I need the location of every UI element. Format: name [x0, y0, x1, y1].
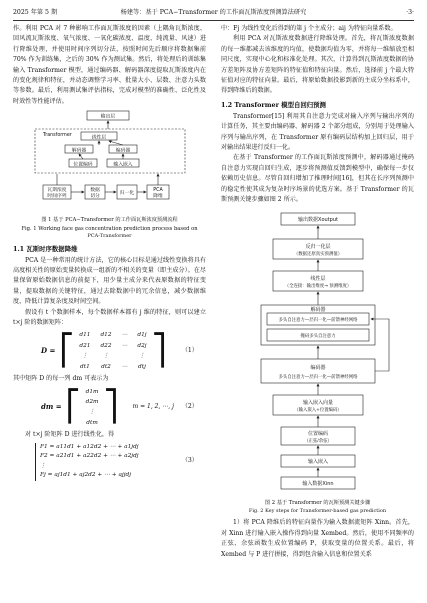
- matrix-row: [74, 362, 151, 372]
- matrix-cell: d12: [100, 332, 112, 339]
- system-line: F1 = a11d1 + a12d2 + ⋯ + a1jdj: [40, 443, 139, 450]
- matrix-cell: d22: [100, 342, 112, 349]
- equation-1: [13, 330, 206, 372]
- matrix-cell: d2j: [137, 342, 147, 349]
- step-denorm-sub: （数据还原真实预测值）: [293, 251, 343, 257]
- step-encoder: 编码器: [310, 364, 326, 371]
- matrix-cell: ⋮: [103, 353, 109, 360]
- matrix-row: [74, 341, 151, 351]
- step-denorm: 反归一化层: [305, 243, 331, 250]
- system-line: ⋮: [40, 462, 46, 469]
- paragraph: 1）将 PCA 降维后的特征向量作为输入数据流矩阵 Xinn。首先，对 Xinn 进行输入嵌入操作得到向量 Xembed。然后，使用不同频率的正弦、余弦函数生成位置编码 P，获取变量的位置关系。最后，将 Xembed 与 P 进行拼接，得到包含输入信息和位置关系: [221, 519, 414, 558]
- vector-row: [81, 407, 104, 417]
- node-transformer: Transformer: [43, 133, 72, 139]
- step-pos-code: 位置编码: [307, 430, 329, 437]
- paragraph: Transformer[15] 利用其自注意力完成对输入序列与输出序列的计算任务，其主要由编码器、解码器 2 个部分组成，分别用于处理输入序列与输出序列，在 Transformer 原有编码层结构加上回归层，用于对输出结果进行反归一化。: [221, 112, 414, 152]
- vector-cell: d1m: [85, 388, 99, 395]
- paragraph: 作。利用 PCA 对 7 种影响工作面瓦斯浓度的因素（上隅角瓦斯浓度、回风流瓦斯浓度、氧气浓度、一氧化碳浓度、温度、纯流量、风速）进行降维处理，并使用时间序列切分法，按照时间先后顺序将数据集前 70% 作为训练集，之后的 30% 作为测试集。然后，将处理后的训练集输入 Transformer 模型，通过编码器、解码器深度提取瓦斯浓度内在的变化规律和特征，并动态调整学习率、批量大小、层数、注意力头数等参数。最后，利用测试集评估指标，完成对模型的准确性、泛化性及时效性等性能评估。: [13, 25, 206, 105]
- vector-row: [81, 418, 104, 428]
- running-title: 杨建等：基于 PCA−Transformer 的工作面瓦斯浓度预测算法研究: [120, 9, 307, 16]
- node-pca-1: PCA: [153, 188, 163, 194]
- vector-row: [81, 397, 104, 407]
- step-output: 输出数据Xoutput: [298, 216, 338, 223]
- page-header: [13, 6, 414, 21]
- paragraph: 对 t×j 阶矩阵 D 进行线性化，得: [25, 431, 115, 439]
- figure-2-caption: 图 2 基于 Transformer 的瓦斯预测关键步骤: [264, 499, 371, 506]
- paragraph: 其中矩阵 D 的每一列 dm 可表示为: [13, 375, 109, 383]
- equation-number: （1）: [181, 347, 198, 355]
- figure-1-caption-en: Fig. 1 Working face gas concentration prediction process based on: [21, 225, 198, 232]
- linear-system: [35, 443, 139, 481]
- steps-diagram: [221, 209, 414, 499]
- flow-diagram: [13, 109, 206, 215]
- node-decoder: 解码器: [71, 148, 87, 154]
- paragraph: 假设有 t 个数据样本，每个数据样本都有 j 维的特征，则可以建立 t×j 阶的数据矩阵：: [13, 308, 206, 327]
- step-linear: 线性层: [310, 275, 326, 282]
- matrix-d: ⎡ d11 d12 ⋯ d1j d21 d22 ⋯ d2j ⋮ ⋮ ⋮ dt1 dt2 ⋯ dtj ⎤: [59, 330, 166, 372]
- node-position-encoding: 位置编码: [73, 162, 93, 168]
- vector-cell: ⋮: [89, 409, 95, 416]
- section-heading: 1.1 瓦斯时序数据降维: [13, 244, 78, 253]
- vector-row: [81, 387, 104, 397]
- node-split-1: 数据: [90, 188, 100, 194]
- system-line: Fj = aj1d1 + aj2d2 + ⋯ + ajjdj: [40, 472, 132, 479]
- left-column: [13, 24, 206, 483]
- paragraph: 利用 PCA 对瓦斯浓度数据进行降维处理。首先，将瓦斯浓度数据的每一维都减去该维度的均值，使数据均值为零，并将每一维缩放至相同尺度，实现中心化和标准化处理。其次，计算得到瓦斯浓度数据的协方差矩阵及协方差矩阵的特征值和特征向量。然后，选择前 j 个最大特征值对应的特征向量。最后，将原始数据投影到新的主成分坐标系中，得到降维后的数据。: [221, 35, 414, 95]
- node-encoder: 编码器: [115, 148, 131, 154]
- matrix-cell: d11: [79, 332, 91, 339]
- matrix-row: [74, 330, 151, 340]
- matrix-cell: dtj: [138, 363, 146, 370]
- node-pca-2: 降维: [153, 194, 163, 200]
- system-line: F2 = a21d1 + a22d2 + ⋯ + a2jdj: [40, 453, 139, 460]
- equation-2: [13, 387, 206, 429]
- index-range: m = 1, 2, ⋯, j: [132, 403, 174, 411]
- matrix-cell: ⋮: [139, 353, 145, 360]
- paragraph: PCA 是一种常用的统计方法，它的核心目标是通过线性变换将具有高度相关性的原始变量转换成一组新的不相关的变量（即主成分）。在尽量保留原始数据信息的前提下，用少量主成分来代表原数据的特征变量，提取数据的关键特征，通过去除数据中的冗余信息，减少数据维度，降低计算复杂度及时间空间。: [13, 256, 206, 306]
- figure-1: [13, 109, 206, 215]
- step-decoder-sub1: 多头自注意力—层归一化—前馈神经网络: [278, 317, 358, 323]
- matrix-cell: [117, 351, 133, 361]
- page-number: ·3·: [406, 9, 414, 16]
- step-encoder-sub: 多头自注意力—层归一化—前馈神经网络: [278, 374, 358, 380]
- section-heading: 1.2 Transformer 模型自回归预测: [221, 100, 326, 109]
- matrix-row: [74, 351, 151, 361]
- matrix-cell: dt2: [101, 363, 111, 370]
- matrix-cell: ⋯: [121, 342, 128, 349]
- node-linear: 线性层: [91, 135, 107, 141]
- matrix-table: [74, 330, 151, 372]
- figure-2-caption-en: Fig. 2 Key steps for Transformer-based gas prediction: [248, 508, 387, 515]
- matrix-cell: d21: [79, 342, 91, 349]
- equation-label: dm =: [41, 402, 62, 412]
- equation-3: [13, 443, 206, 481]
- figure-2: [221, 209, 414, 499]
- node-normalize: 归一化: [119, 191, 135, 197]
- equation-number: （3）: [181, 457, 198, 465]
- vector-dm: ⎡ d1m d2m ⋮ dtm ⎤: [66, 387, 119, 429]
- matrix-cell: d1j: [137, 332, 147, 339]
- vector-cell: dtm: [86, 419, 98, 426]
- paragraph: 在基于 Transformer 的工作面瓦斯浓度预测中，解码器通过掩码自注意力实现自回归生成，逐步将预测值反馈到模型中，确保每一步仅依赖历史信息。尽管自回归增加了推理时间[16]，但其在长序列预测中的稳定性使其成为复杂时序场景的优选方案。基于 Transformer 的瓦斯预测关键步骤如图 2 所示。: [221, 154, 414, 204]
- equation-label: D =: [41, 346, 56, 356]
- node-input-embedding: 输入嵌入: [113, 162, 133, 168]
- step-linear-sub: （全连接：输出维度→ 预测维度）: [284, 283, 352, 289]
- figure-1-caption: 图 1 基于 PCA−Transformer 的工作面瓦斯浓度预测流程: [41, 217, 178, 224]
- figure-1-caption-en-2: PCA-Transformer: [87, 233, 132, 240]
- step-pos-code-sub: （正弦/余弦）: [304, 438, 332, 444]
- matrix-cell: ⋮: [82, 353, 88, 360]
- matrix-cell: ⋯: [121, 332, 128, 339]
- vector-table: [81, 387, 104, 429]
- step-input-embedding: 输入嵌入: [307, 458, 329, 465]
- issue-label: 2025 年第 5 期: [13, 9, 58, 16]
- step-input: 输入数据Xinn: [302, 480, 334, 487]
- step-embedding-vector: 输入嵌入向量: [302, 399, 334, 406]
- equation-number: （2）: [181, 403, 198, 411]
- vector-cell: d2m: [85, 398, 99, 405]
- node-output: 输出层: [100, 114, 116, 120]
- step-decoder-sub2: 掩码多头自注意力: [300, 333, 336, 339]
- matrix-cell: dt1: [80, 363, 90, 370]
- paragraph: 中：Fj 为线性变化后得到的第 j 个主成分；aij 为特征向量系数。: [221, 25, 397, 32]
- right-column: [221, 24, 414, 560]
- matrix-cell: ⋯: [121, 363, 128, 370]
- step-embedding-vector-sub: （输入嵌入+位置编码）: [294, 407, 342, 413]
- node-gas-series-1: 瓦斯浓度: [47, 188, 67, 194]
- node-gas-series-2: 时间序列: [47, 194, 67, 200]
- step-decoder: 解码器: [310, 306, 326, 313]
- node-split-2: 切分: [90, 194, 100, 200]
